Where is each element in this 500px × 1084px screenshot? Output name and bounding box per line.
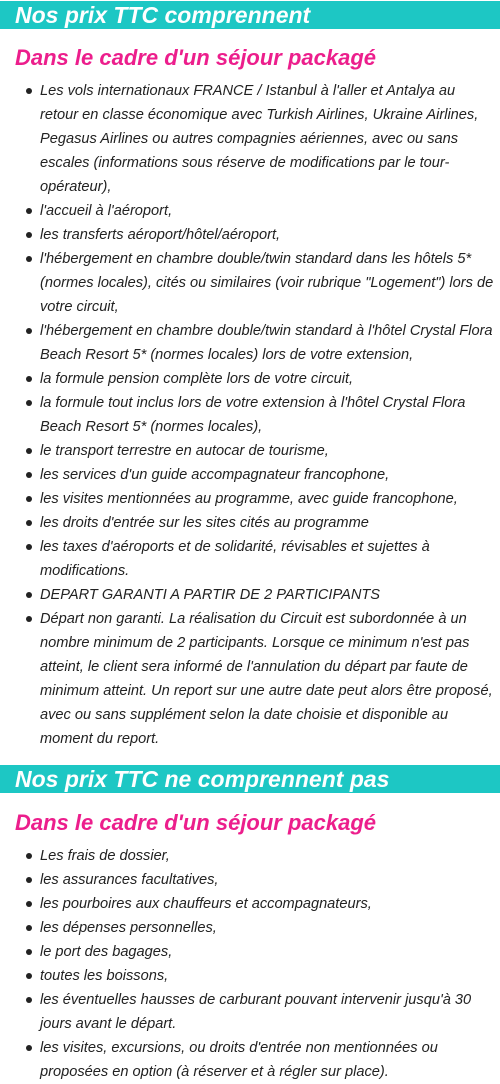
list-item: les visites mentionnées au programme, avec guide francophone,: [40, 487, 494, 511]
list-item: les pourboires aux chauffeurs et accompagnateurs,: [40, 892, 494, 916]
list-item: Les vols internationaux FRANCE / Istanbul à l'aller et Antalya au retour en classe économique avec Turkish Airlines, Ukraine Airlines, Pegasus Airlines ou autres compagnies aériennes, avec ou sans escales (informations sous réserve de modifications par le tour-opérateur),: [40, 79, 494, 199]
list-item: toutes les boissons,: [40, 964, 494, 988]
list-item: les services d'un guide accompagnateur francophone,: [40, 463, 494, 487]
excluded-subheading: Dans le cadre d'un séjour packagé: [15, 810, 377, 835]
list-item: l'hébergement en chambre double/twin standard dans les hôtels 5* (normes locales), cités ou similaires (voir rubrique "Logement") lors de votre circuit,: [40, 247, 494, 319]
included-subheading: Dans le cadre d'un séjour packagé: [15, 45, 377, 70]
excluded-list: [0, 844, 500, 1084]
included-section: [0, 1, 500, 751]
included-list: [0, 79, 500, 751]
excluded-section-title: Nos prix TTC ne comprennent pas: [0, 765, 500, 793]
included-section-title: Nos prix TTC comprennent: [0, 1, 500, 29]
list-item: Les frais de dossier,: [40, 844, 494, 868]
list-item: la formule pension complète lors de votre circuit,: [40, 367, 494, 391]
list-item: les visites, excursions, ou droits d'entrée non mentionnées ou proposées en option (à réserver et à régler sur place).: [40, 1036, 494, 1084]
list-item: le transport terrestre en autocar de tourisme,: [40, 439, 494, 463]
price-conditions-page: [0, 1, 500, 1080]
list-item: Départ non garanti. La réalisation du Circuit est subordonnée à un nombre minimum de 2 participants. Lorsque ce minimum n'est pas atteint, le client sera informé de l'annulation du départ par faute de minimum atteint. Un report sur une autre date peut alors être proposé, avec ou sans supplément selon la date choisie et disponible au moment du report.: [40, 607, 494, 751]
list-item: l'hébergement en chambre double/twin standard à l'hôtel Crystal Flora Beach Resort 5* (normes locales) lors de votre extension,: [40, 319, 494, 367]
list-item: DEPART GARANTI A PARTIR DE 2 PARTICIPANTS: [40, 583, 494, 607]
list-item: les éventuelles hausses de carburant pouvant intervenir jusqu'à 30 jours avant le départ.: [40, 988, 494, 1036]
list-item: le port des bagages,: [40, 940, 494, 964]
list-item: les taxes d'aéroports et de solidarité, révisables et sujettes à modifications.: [40, 535, 494, 583]
list-item: les droits d'entrée sur les sites cités au programme: [40, 511, 494, 535]
list-item: la formule tout inclus lors de votre extension à l'hôtel Crystal Flora Beach Resort 5* (normes locales),: [40, 391, 494, 439]
excluded-section: [0, 765, 500, 1084]
list-item: les transferts aéroport/hôtel/aéroport,: [40, 223, 494, 247]
list-item: les assurances facultatives,: [40, 868, 494, 892]
list-item: l'accueil à l'aéroport,: [40, 199, 494, 223]
list-item: les dépenses personnelles,: [40, 916, 494, 940]
